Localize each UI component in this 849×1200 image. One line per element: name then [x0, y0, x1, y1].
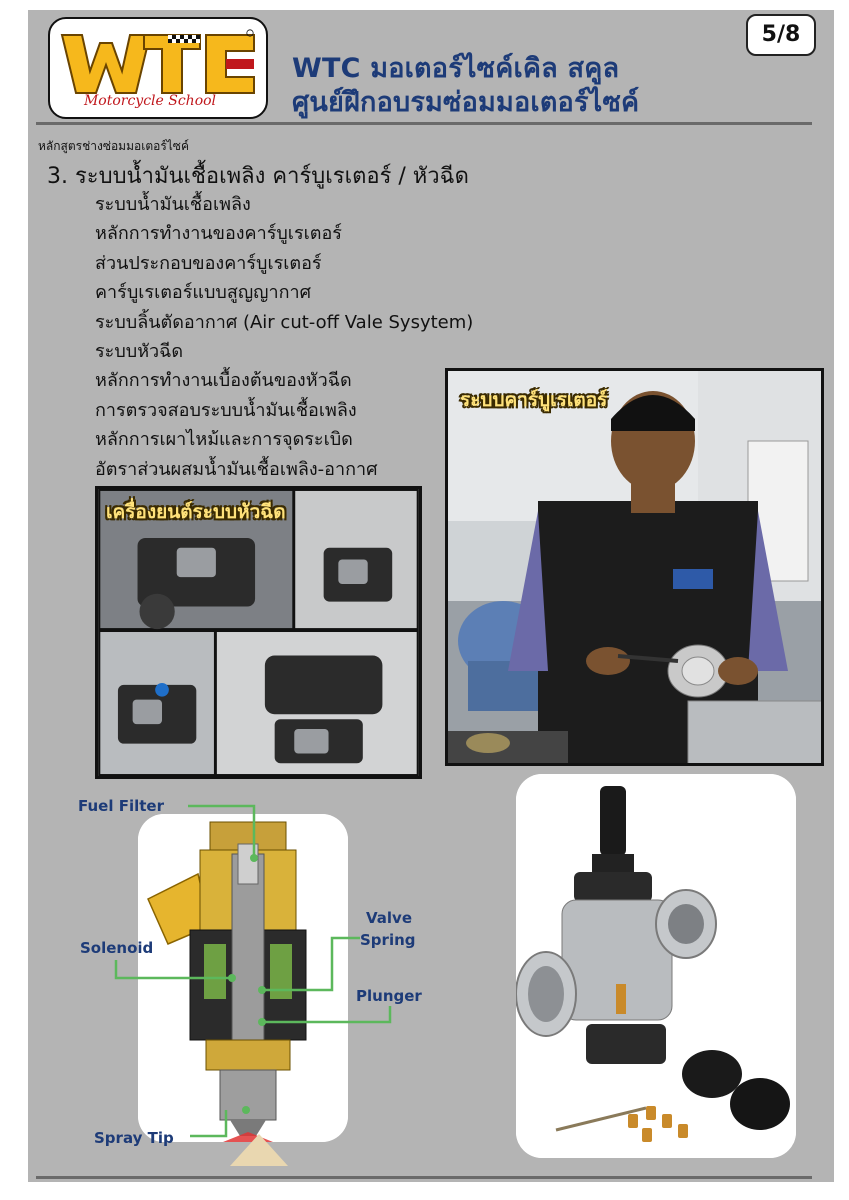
title-line-2: ศูนย์ฝึกอบรมซ่อมมอเตอร์ไซค์: [292, 87, 640, 118]
valve-spring-label-line-1: Valve: [366, 909, 413, 927]
solenoid-label: Solenoid: [80, 939, 154, 957]
topic-item: หลักการเผาไหม้และการจุดระเบิด: [95, 429, 353, 451]
topic-item: อัตราส่วนผสมน้ำมันเชื้อเพลิง-อากาศ: [95, 458, 378, 480]
topic-item: หลักการทำงานของคาร์บูเรเตอร์: [95, 223, 342, 245]
topic-item: หลักการทำงานเบื้องต้นของหัวฉีด: [95, 370, 352, 392]
spray-tip-label: Spray Tip: [94, 1129, 174, 1147]
topic-item: ระบบหัวฉีด: [95, 341, 184, 363]
course-label: หลักสูตรช่างซ่อมมอเตอร์ไซค์: [38, 139, 189, 153]
fuel-filter-label: Fuel Filter: [78, 797, 164, 815]
carburetor-caption: ระบบคาร์บูเรเตอร์: [460, 389, 608, 411]
topic-item: คาร์บูเรเตอร์แบบสูญญากาศ: [95, 282, 312, 304]
topic-item: ระบบลิ้นตัดอากาศ (Air cut-off Vale Sysytem): [95, 311, 474, 333]
valve-spring-label-line-2: Spring: [360, 931, 416, 949]
plunger-label: Plunger: [356, 987, 422, 1005]
topic-item: การตรวจสอบระบบน้ำมันเชื้อเพลิง: [95, 399, 357, 421]
carburetor-illustration: [516, 774, 796, 1158]
title-line-1: WTC มอเตอร์ไซค์เคิล สคูล: [292, 53, 620, 84]
injection-caption: เครื่องยนต์ระบบหัวฉีด: [106, 501, 286, 523]
footer-divider: [36, 1176, 812, 1179]
section-heading: 3. ระบบน้ำมันเชื้อเพลิง คาร์บูเรเตอร์ / หัวฉีด: [47, 164, 469, 189]
topic-item: ระบบน้ำมันเชื้อเพลิง: [95, 194, 251, 215]
page-number-badge: 5/8: [746, 14, 816, 56]
topic-item: ส่วนประกอบของคาร์บูเรเตอร์: [95, 252, 322, 274]
logo-subtitle: Motorcycle School: [83, 93, 217, 109]
carburetor-product-photo: [516, 774, 796, 1158]
